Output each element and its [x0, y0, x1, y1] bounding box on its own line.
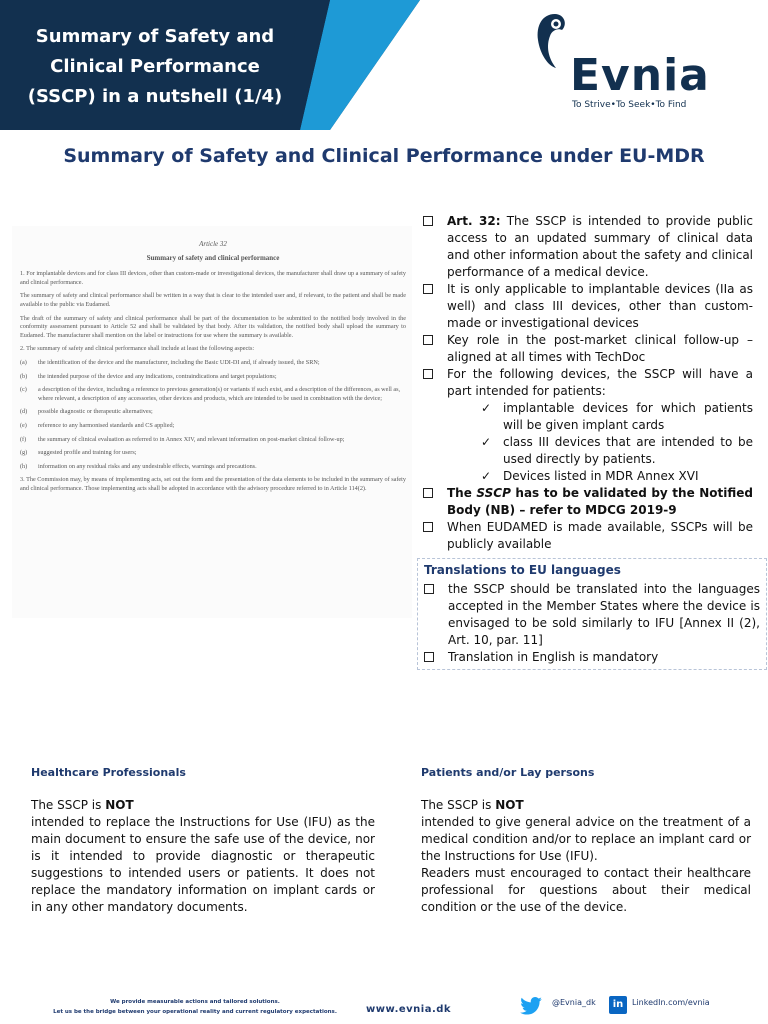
article-paragraph: The summary of safety and clinical performance shall be written in a way that is clear to the intended user and, if relevant, to the patient and shall be made available to the public via Eudamed. [20, 292, 406, 308]
list-item: Key role in the post-market clinical follow-up – aligned at all times with TechDoc [423, 332, 753, 366]
sscp-bullet-list [423, 213, 753, 553]
section-lead: The SSCP is NOT [31, 798, 134, 812]
list-item: When EUDAMED is made available, SSCPs will be publicly available [423, 519, 753, 553]
patients-section [421, 764, 751, 916]
checkbox-square-icon [423, 369, 433, 379]
section-lead: The SSCP is NOT [421, 798, 524, 812]
section-title: Patients and/or Lay persons [421, 766, 595, 779]
list-item: ✓ Devices listed in MDR Annex XVI [481, 469, 699, 483]
section-text: Readers must encouraged to contact their healthcare professional for questions about their medical condition or the use of the device. [421, 866, 751, 914]
patient-device-list [481, 400, 753, 485]
translations-box [417, 558, 767, 670]
article-item: (c) a description of the device, including a reference to previous generation(s) or variants if such exist, and a description of the differences, as well as, where relevant, a description of any accessories, other devices and products, which are intended to be used in combination with the device; [20, 386, 401, 402]
checkbox-square-icon [423, 335, 433, 345]
main-title: Summary of Safety and Clinical Performance under EU-MDR [63, 145, 705, 167]
translations-title: Translations to EU languages [424, 563, 621, 577]
list-item: ✓ implantable devices for which patients will be given implant cards [481, 401, 753, 432]
list-item: Translation in English is mandatory [424, 649, 760, 666]
header-title: Summary of Safety and Clinical Performance (SSCP) in a nutshell (1/4) [27, 26, 283, 107]
checkmark-icon: ✓ [481, 401, 492, 415]
footer-website-link[interactable]: www.evnia.dk [366, 1004, 452, 1015]
list-item: Art. 32: The SSCP is intended to provide public access to an updated summary of clinical data and other information about the safety and clinical performance of a medical device. [423, 213, 753, 281]
article-paragraph: 2. The summary of safety and clinical performance shall include at least the following aspects: [20, 345, 255, 353]
checkbox-square-icon [423, 488, 433, 498]
article-closing: 3. The Commission may, by means of implementing acts, set out the form and the presentation of the data elements to be included in the summary of safety and clinical performance. Those implementing acts shall be adopted in accordance with the advisory procedure referred to in Article 114(2). [20, 476, 406, 492]
article-item: (b) the intended purpose of the device and any indications, contraindications and target populations; [20, 372, 277, 380]
logo-wordmark: Evnia [570, 50, 710, 101]
footer-slogan: We provide measurable actions and tailored solutions. Let us be the bridge between your operational reality and current regulatory expectations. [53, 999, 337, 1015]
article-item: (g) suggested profile and training for users; [20, 449, 137, 457]
article-32-excerpt [12, 226, 412, 618]
evnia-logo[interactable] [530, 10, 710, 120]
list-item: It is only applicable to implantable devices (IIa as well) and class III devices, other than custom-made or investigational devices [423, 281, 753, 332]
article-paragraph: The draft of the summary of safety and clinical performance shall be part of the documentation to be submitted to the notified body involved in the conformity assessment pursuant to Article 52 and shall be validated by that body. After its validation, the notified body shall upload the summary to Eudamed. The manufacturer shall mention on the label or instructions for use where the summary is available. [20, 314, 406, 339]
section-text: intended to give general advice on the treatment of a medical condition and/or to replace an implant card or the Instructions for Use (IFU). [421, 815, 751, 863]
article-item: (h) information on any residual risks and any undesirable effects, warnings and precautions. [20, 462, 257, 470]
article-item: (d) possible diagnostic or therapeutic alternatives; [20, 408, 153, 416]
footer-twitter-handle[interactable]: @Evnia_dk [552, 998, 596, 1007]
article-subheading: Summary of safety and clinical performance [146, 253, 280, 262]
section-title: Healthcare Professionals [31, 766, 186, 779]
linkedin-icon[interactable]: in [609, 996, 627, 1014]
article-heading: Article 32 [199, 240, 227, 248]
checkbox-square-icon [423, 284, 433, 294]
logo-tagline: To Strive•To Seek•To Find [572, 100, 687, 110]
section-text: intended to replace the Instructions for Use (IFU) as the main document to ensure the safe use of the device, nor is it intended to provide diagnostic or therapeutic suggestions to intended users or patients. It does not replace the mandatory information on implant cards or in any other mandatory documents. [31, 815, 375, 914]
list-item: For the following devices, the SSCP will have a part intended for patients: [423, 366, 753, 400]
list-item: the SSCP should be translated into the languages accepted in the Member States where the device is envisaged to be sold similarly to IFU [Annex II (2), Art. 10, par. 11] [424, 581, 760, 649]
checkmark-icon: ✓ [481, 469, 492, 483]
header-banner [0, 0, 420, 130]
checkbox-square-icon [423, 216, 433, 226]
list-item: ✓ class III devices that are intended to be used directly by patients. [481, 435, 753, 466]
twitter-bird-icon[interactable] [520, 997, 542, 1015]
checkmark-icon: ✓ [481, 435, 492, 449]
footer-linkedin-link[interactable]: LinkedIn.com/evnia [632, 998, 710, 1007]
healthcare-professionals-section [31, 764, 375, 916]
article-item: (f) the summary of clinical evaluation as referred to in Annex XIV, and relevant information on post-market clinical follow-up; [20, 435, 345, 443]
checkbox-square-icon [423, 522, 433, 532]
article-item: (e) reference to any harmonised standards and CS applied; [20, 421, 175, 429]
checkbox-square-icon [424, 584, 434, 594]
list-item: The SSCP has to be validated by the Notified Body (NB) – refer to MDCG 2019-9 [423, 485, 753, 519]
article-item: (a) the identification of the device and the manufacturer, including the Basic UDI-DI and, if already issued, the SRN; [20, 358, 320, 366]
article-paragraph: 1. For implantable devices and for class III devices, other than custom-made or investigational devices, the manufacturer shall draw up a summary of safety and clinical performance. [20, 270, 406, 286]
checkbox-square-icon [424, 652, 434, 662]
